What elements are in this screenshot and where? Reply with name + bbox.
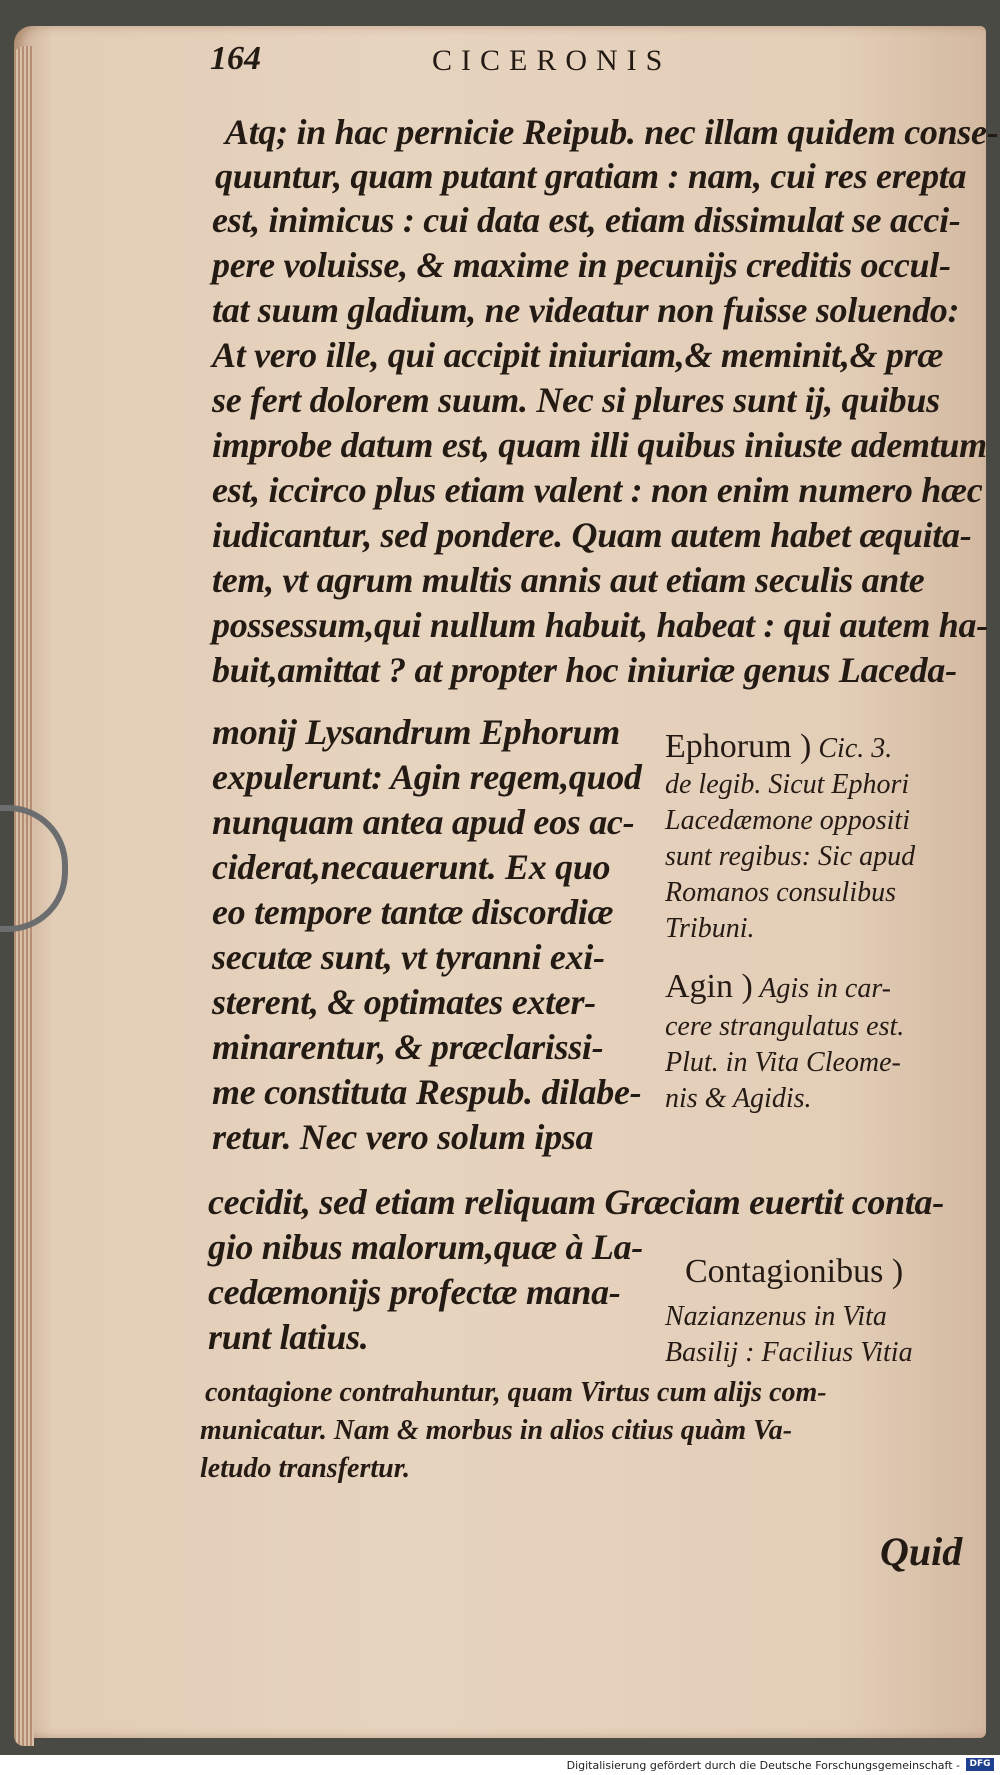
main-line: ciderat,necauerunt. Ex quo	[212, 847, 611, 887]
main-line: sterent, & optimates exter-	[212, 982, 596, 1022]
main-line: runt latius.	[208, 1317, 369, 1357]
dfg-logo-icon: DFG	[966, 1758, 994, 1771]
main-line: quuntur, quam putant gratiam : nam, cui res erepta	[215, 156, 967, 196]
main-line: secutæ sunt, vt tyranni exi-	[212, 937, 605, 977]
main-line: est, inimicus : cui data est, etiam dissimulat se acci-	[212, 200, 961, 240]
note-line: letudo transfertur.	[200, 1453, 411, 1484]
note-line: Cic. 3.	[818, 733, 893, 764]
main-line: tem, vt agrum multis annis aut etiam seculis ante	[212, 560, 925, 600]
note-contagionibus	[685, 1255, 903, 1291]
main-line: gio nibus malorum,quæ à La-	[208, 1227, 643, 1267]
note-line: Romanos consulibus	[665, 877, 896, 908]
main-line: eo tempore tantæ discordiæ	[212, 892, 614, 932]
main-line: cedæmonijs profectæ mana-	[208, 1272, 621, 1312]
main-line: minarentur, & præclarissi-	[212, 1027, 604, 1067]
main-line: possessum,qui nullum habuit, habeat : qui autem ha-	[212, 605, 988, 645]
main-line: iudicantur, sed pondere. Quam autem habet æquita-	[212, 515, 972, 555]
main-line: Atq; in hac pernicie Reipub. nec illam quidem conse-	[225, 112, 999, 152]
note-line: contagione contrahuntur, quam Virtus cum alijs com-	[205, 1377, 827, 1408]
main-line: nunquam antea apud eos ac-	[212, 802, 635, 842]
main-line: At vero ille, qui accipit iniuriam,& meminit,& præ	[212, 335, 944, 375]
note-agin	[665, 970, 891, 1006]
note-line: Basilij : Facilius Vitia	[665, 1337, 913, 1368]
note-line: Tribuni.	[665, 913, 755, 944]
note-ephorum	[665, 730, 892, 766]
note-line: Lacedæmone oppositi	[665, 805, 910, 836]
running-title: CICERONIS	[432, 44, 672, 77]
main-line: cecidit, sed etiam reliquam Græciam euertit conta-	[208, 1182, 944, 1222]
note-line: sunt regibus: Sic apud	[665, 841, 916, 872]
footer-credit: Digitalisierung gefördert durch die Deutsche Forschungsgemeinschaft -	[566, 1759, 960, 1772]
note-lemma: Ephorum )	[665, 728, 812, 765]
catchword: Quid	[880, 1529, 963, 1574]
note-lemma: Agin )	[665, 968, 753, 1005]
main-line: tat suum gladium, ne videatur non fuisse soluendo:	[212, 290, 960, 330]
main-line: est, iccirco plus etiam valent : non enim numero hæc	[212, 470, 983, 510]
main-line: me constituta Respub. dilabe-	[212, 1072, 642, 1112]
note-line: de legib. Sicut Ephori	[665, 769, 910, 800]
note-line: municatur. Nam & morbus in alios citius quàm Va-	[200, 1415, 793, 1446]
main-line: se fert dolorem suum. Nec si plures sunt ij, quibus	[212, 380, 940, 420]
page-number: 164	[210, 40, 261, 77]
note-line: Plut. in Vita Cleome-	[665, 1047, 901, 1078]
note-lemma: Contagionibus )	[685, 1253, 904, 1290]
main-line: pere voluisse, & maxime in pecunijs creditis occul-	[212, 245, 951, 285]
note-line: nis & Agidis.	[665, 1083, 812, 1114]
note-line: Agis in car-	[759, 973, 891, 1004]
note-line: Nazianzenus in Vita	[665, 1301, 887, 1332]
main-line: expulerunt: Agin regem,quod	[212, 757, 642, 797]
main-line: monij Lysandrum Ephorum	[212, 712, 620, 752]
note-line: cere strangulatus est.	[665, 1011, 905, 1042]
main-line: buit,amittat ? at propter hoc iniuriæ genus Laceda-	[212, 650, 957, 690]
main-line: improbe datum est, quam illi quibus iniuste ademtum	[212, 425, 987, 465]
main-line: retur. Nec vero solum ipsa	[212, 1117, 594, 1157]
